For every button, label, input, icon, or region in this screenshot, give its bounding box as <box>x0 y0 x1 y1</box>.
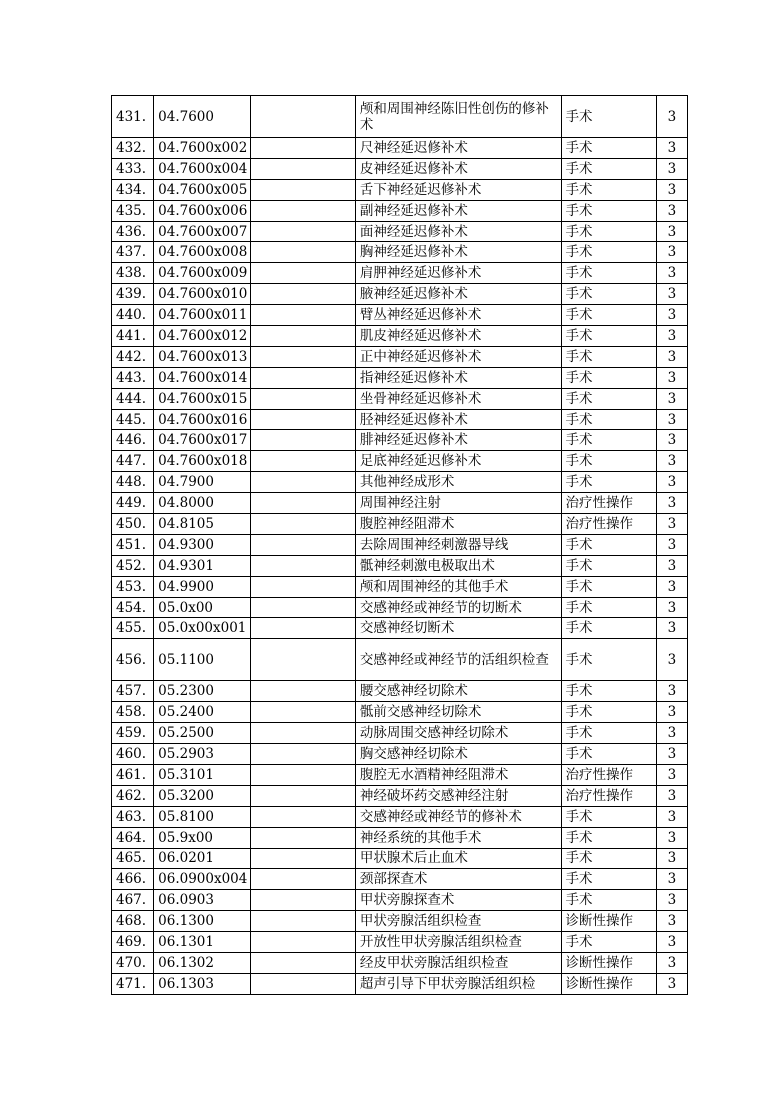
procedure-name-cell: 其他神经成形术 <box>355 472 561 493</box>
procedure-grade-cell: 3 <box>656 744 687 765</box>
procedure-grade-cell: 3 <box>656 221 687 242</box>
procedure-type-cell: 诊断性操作 <box>561 911 656 932</box>
procedure-name-cell: 经皮甲状旁腺活组织检查 <box>355 952 561 973</box>
extension-code-cell <box>251 869 355 890</box>
row-number-cell: 444. <box>112 388 154 409</box>
extension-code-cell <box>251 702 355 723</box>
procedure-name-cell: 开放性甲状旁腺活组织检查 <box>355 932 561 953</box>
table-row <box>112 263 688 284</box>
table-row <box>112 326 688 347</box>
procedure-code-cell: 04.7600x006 <box>154 200 251 221</box>
procedure-grade-cell: 3 <box>656 618 687 639</box>
extension-code-cell <box>251 263 355 284</box>
procedure-grade-cell: 3 <box>656 827 687 848</box>
procedure-name-cell: 指神经延迟修补术 <box>355 367 561 388</box>
procedure-type-cell: 手术 <box>561 284 656 305</box>
procedure-type-cell: 手术 <box>561 576 656 597</box>
procedure-name-cell: 颈部探查术 <box>355 869 561 890</box>
extension-code-cell <box>251 451 355 472</box>
extension-code-cell <box>251 514 355 535</box>
procedure-name-cell: 坐骨神经延迟修补术 <box>355 388 561 409</box>
extension-code-cell <box>251 472 355 493</box>
procedure-type-cell: 诊断性操作 <box>561 952 656 973</box>
procedure-code-cell: 04.7600 <box>154 96 251 138</box>
procedure-name-cell: 交感神经或神经节的修补术 <box>355 806 561 827</box>
procedure-name-cell: 颅和周围神经的其他手术 <box>355 576 561 597</box>
table-row <box>112 158 688 179</box>
procedure-code-cell: 04.7600x014 <box>154 367 251 388</box>
procedure-code-cell: 04.9301 <box>154 555 251 576</box>
procedure-name-cell: 副神经延迟修补术 <box>355 200 561 221</box>
procedure-type-cell: 手术 <box>561 869 656 890</box>
table-row <box>112 221 688 242</box>
extension-code-cell <box>251 806 355 827</box>
table-row <box>112 430 688 451</box>
row-number-cell: 457. <box>112 681 154 702</box>
procedure-grade-cell: 3 <box>656 242 687 263</box>
procedure-name-cell: 腋神经延迟修补术 <box>355 284 561 305</box>
table-row <box>112 367 688 388</box>
procedure-type-cell: 手术 <box>561 430 656 451</box>
procedure-name-cell: 骶神经刺激电极取出术 <box>355 555 561 576</box>
procedure-code-cell: 06.1300 <box>154 911 251 932</box>
procedure-code-cell: 04.7600x008 <box>154 242 251 263</box>
procedure-type-cell: 手术 <box>561 158 656 179</box>
procedure-type-cell: 治疗性操作 <box>561 493 656 514</box>
row-number-cell: 450. <box>112 514 154 535</box>
procedure-type-cell: 手术 <box>561 639 656 681</box>
procedure-code-cell: 05.0x00 <box>154 597 251 618</box>
table-row <box>112 597 688 618</box>
procedure-grade-cell: 3 <box>656 576 687 597</box>
row-number-cell: 441. <box>112 326 154 347</box>
procedure-code-cell: 04.9900 <box>154 576 251 597</box>
table-row <box>112 702 688 723</box>
extension-code-cell <box>251 639 355 681</box>
procedure-grade-cell: 3 <box>656 555 687 576</box>
row-number-cell: 434. <box>112 179 154 200</box>
procedure-type-cell: 治疗性操作 <box>561 514 656 535</box>
procedure-grade-cell: 3 <box>656 367 687 388</box>
row-number-cell: 458. <box>112 702 154 723</box>
table-row <box>112 723 688 744</box>
procedure-type-cell: 手术 <box>561 890 656 911</box>
table-row <box>112 911 688 932</box>
procedure-code-cell: 06.0201 <box>154 848 251 869</box>
procedure-grade-cell: 3 <box>656 472 687 493</box>
row-number-cell: 462. <box>112 785 154 806</box>
table-row <box>112 305 688 326</box>
procedure-type-cell: 手术 <box>561 200 656 221</box>
table-row <box>112 744 688 765</box>
procedure-grade-cell: 3 <box>656 911 687 932</box>
row-number-cell: 438. <box>112 263 154 284</box>
procedure-type-cell: 手术 <box>561 326 656 347</box>
procedure-type-cell: 手术 <box>561 388 656 409</box>
procedure-name-cell: 动脉周围交感神经切除术 <box>355 723 561 744</box>
procedure-type-cell: 手术 <box>561 263 656 284</box>
extension-code-cell <box>251 785 355 806</box>
procedure-grade-cell: 3 <box>656 973 687 994</box>
procedure-type-cell: 手术 <box>561 848 656 869</box>
procedure-name-cell: 骶前交感神经切除术 <box>355 702 561 723</box>
extension-code-cell <box>251 326 355 347</box>
procedure-name-cell: 甲状腺术后止血术 <box>355 848 561 869</box>
procedure-name-cell: 颅和周围神经陈旧性创伤的修补术 <box>355 96 561 138</box>
procedure-name-cell: 尺神经延迟修补术 <box>355 138 561 159</box>
extension-code-cell <box>251 932 355 953</box>
procedure-type-cell: 手术 <box>561 96 656 138</box>
procedure-name-cell: 皮神经延迟修补术 <box>355 158 561 179</box>
table-row <box>112 138 688 159</box>
procedure-code-cell: 04.7900 <box>154 472 251 493</box>
procedure-name-cell: 腹腔无水酒精神经阻滞术 <box>355 764 561 785</box>
procedure-name-cell: 甲状旁腺探查术 <box>355 890 561 911</box>
extension-code-cell <box>251 179 355 200</box>
extension-code-cell <box>251 138 355 159</box>
procedure-type-cell: 手术 <box>561 242 656 263</box>
row-number-cell: 442. <box>112 346 154 367</box>
extension-code-cell <box>251 409 355 430</box>
procedure-grade-cell: 3 <box>656 158 687 179</box>
row-number-cell: 467. <box>112 890 154 911</box>
procedure-grade-cell: 3 <box>656 952 687 973</box>
row-number-cell: 463. <box>112 806 154 827</box>
row-number-cell: 433. <box>112 158 154 179</box>
procedure-code-cell: 04.7600x015 <box>154 388 251 409</box>
row-number-cell: 439. <box>112 284 154 305</box>
extension-code-cell <box>251 388 355 409</box>
procedure-code-cell: 04.7600x002 <box>154 138 251 159</box>
procedure-type-cell: 手术 <box>561 597 656 618</box>
extension-code-cell <box>251 597 355 618</box>
procedure-code-cell: 04.9300 <box>154 534 251 555</box>
procedure-code-cell: 06.1302 <box>154 952 251 973</box>
procedure-code-cell: 05.3101 <box>154 764 251 785</box>
procedure-name-cell: 交感神经切断术 <box>355 618 561 639</box>
table-row <box>112 200 688 221</box>
procedure-name-cell: 臂丛神经延迟修补术 <box>355 305 561 326</box>
procedure-grade-cell: 3 <box>656 493 687 514</box>
extension-code-cell <box>251 430 355 451</box>
procedure-code-cell: 04.7600x010 <box>154 284 251 305</box>
procedure-code-cell: 04.8105 <box>154 514 251 535</box>
procedure-grade-cell: 3 <box>656 138 687 159</box>
row-number-cell: 452. <box>112 555 154 576</box>
extension-code-cell <box>251 764 355 785</box>
procedure-code-cell: 06.1303 <box>154 973 251 994</box>
row-number-cell: 454. <box>112 597 154 618</box>
procedure-name-cell: 腓神经延迟修补术 <box>355 430 561 451</box>
procedure-name-cell: 面神经延迟修补术 <box>355 221 561 242</box>
procedure-type-cell: 手术 <box>561 744 656 765</box>
table-row <box>112 806 688 827</box>
procedure-name-cell: 足底神经延迟修补术 <box>355 451 561 472</box>
table-row <box>112 932 688 953</box>
table-row <box>112 555 688 576</box>
procedure-type-cell: 手术 <box>561 806 656 827</box>
procedure-code-cell: 05.2500 <box>154 723 251 744</box>
procedure-type-cell: 手术 <box>561 138 656 159</box>
procedure-name-cell: 胸神经延迟修补术 <box>355 242 561 263</box>
procedure-type-cell: 手术 <box>561 472 656 493</box>
table-row <box>112 973 688 994</box>
procedure-grade-cell: 3 <box>656 388 687 409</box>
procedure-code-cell: 04.7600x011 <box>154 305 251 326</box>
procedure-code-cell: 06.0903 <box>154 890 251 911</box>
procedure-grade-cell: 3 <box>656 639 687 681</box>
procedure-type-cell: 治疗性操作 <box>561 764 656 785</box>
row-number-cell: 437. <box>112 242 154 263</box>
procedure-grade-cell: 3 <box>656 764 687 785</box>
procedure-name-cell: 周围神经注射 <box>355 493 561 514</box>
procedure-code-cell: 04.7600x013 <box>154 346 251 367</box>
procedure-name-cell: 胫神经延迟修补术 <box>355 409 561 430</box>
table-row <box>112 451 688 472</box>
table-row <box>112 534 688 555</box>
procedure-code-cell: 04.7600x018 <box>154 451 251 472</box>
extension-code-cell <box>251 242 355 263</box>
row-number-cell: 468. <box>112 911 154 932</box>
table-row <box>112 179 688 200</box>
procedure-grade-cell: 3 <box>656 346 687 367</box>
procedure-name-cell: 神经破坏药交感神经注射 <box>355 785 561 806</box>
extension-code-cell <box>251 96 355 138</box>
table-row <box>112 409 688 430</box>
procedure-grade-cell: 3 <box>656 890 687 911</box>
table-row <box>112 764 688 785</box>
row-number-cell: 465. <box>112 848 154 869</box>
procedure-code-cell: 05.2300 <box>154 681 251 702</box>
procedure-type-cell: 手术 <box>561 932 656 953</box>
procedure-name-cell: 肩胛神经延迟修补术 <box>355 263 561 284</box>
table-row <box>112 827 688 848</box>
row-number-cell: 443. <box>112 367 154 388</box>
procedure-code-cell: 04.7600x009 <box>154 263 251 284</box>
procedure-code-cell: 04.7600x005 <box>154 179 251 200</box>
procedure-grade-cell: 3 <box>656 200 687 221</box>
table-row <box>112 472 688 493</box>
procedure-type-cell: 手术 <box>561 618 656 639</box>
procedure-grade-cell: 3 <box>656 869 687 890</box>
procedure-grade-cell: 3 <box>656 263 687 284</box>
extension-code-cell <box>251 305 355 326</box>
procedure-code-cell: 05.8100 <box>154 806 251 827</box>
procedure-type-cell: 手术 <box>561 305 656 326</box>
procedure-grade-cell: 3 <box>656 179 687 200</box>
row-number-cell: 471. <box>112 973 154 994</box>
procedure-code-cell: 04.7600x016 <box>154 409 251 430</box>
procedure-code-cell: 04.7600x004 <box>154 158 251 179</box>
table-row <box>112 514 688 535</box>
extension-code-cell <box>251 493 355 514</box>
procedure-grade-cell: 3 <box>656 409 687 430</box>
procedure-type-cell: 手术 <box>561 827 656 848</box>
procedure-type-cell: 手术 <box>561 723 656 744</box>
row-number-cell: 447. <box>112 451 154 472</box>
procedure-type-cell: 手术 <box>561 702 656 723</box>
table-row <box>112 388 688 409</box>
procedure-code-cell: 06.0900x004 <box>154 869 251 890</box>
extension-code-cell <box>251 534 355 555</box>
procedure-table <box>111 95 688 995</box>
procedure-type-cell: 手术 <box>561 451 656 472</box>
procedure-type-cell: 手术 <box>561 367 656 388</box>
procedure-table-body <box>112 96 688 995</box>
procedure-name-cell: 交感神经或神经节的活组织检查 <box>355 639 561 681</box>
extension-code-cell <box>251 827 355 848</box>
procedure-code-cell: 04.7600x012 <box>154 326 251 347</box>
procedure-grade-cell: 3 <box>656 430 687 451</box>
procedure-code-cell: 05.2903 <box>154 744 251 765</box>
procedure-grade-cell: 3 <box>656 702 687 723</box>
table-row <box>112 346 688 367</box>
row-number-cell: 448. <box>112 472 154 493</box>
procedure-code-cell: 05.0x00x001 <box>154 618 251 639</box>
procedure-type-cell: 手术 <box>561 534 656 555</box>
row-number-cell: 464. <box>112 827 154 848</box>
procedure-grade-cell: 3 <box>656 514 687 535</box>
extension-code-cell <box>251 723 355 744</box>
table-row <box>112 890 688 911</box>
extension-code-cell <box>251 367 355 388</box>
procedure-name-cell: 肌皮神经延迟修补术 <box>355 326 561 347</box>
procedure-code-cell: 04.7600x007 <box>154 221 251 242</box>
procedure-grade-cell: 3 <box>656 326 687 347</box>
procedure-name-cell: 正中神经延迟修补术 <box>355 346 561 367</box>
row-number-cell: 435. <box>112 200 154 221</box>
procedure-type-cell: 手术 <box>561 346 656 367</box>
procedure-grade-cell: 3 <box>656 681 687 702</box>
procedure-code-cell: 04.8000 <box>154 493 251 514</box>
extension-code-cell <box>251 555 355 576</box>
row-number-cell: 451. <box>112 534 154 555</box>
row-number-cell: 440. <box>112 305 154 326</box>
extension-code-cell <box>251 681 355 702</box>
procedure-code-cell: 05.3200 <box>154 785 251 806</box>
procedure-grade-cell: 3 <box>656 806 687 827</box>
row-number-cell: 436. <box>112 221 154 242</box>
procedure-code-cell: 04.7600x017 <box>154 430 251 451</box>
extension-code-cell <box>251 346 355 367</box>
procedure-name-cell: 甲状旁腺活组织检查 <box>355 911 561 932</box>
row-number-cell: 470. <box>112 952 154 973</box>
procedure-name-cell: 去除周围神经刺激器导线 <box>355 534 561 555</box>
procedure-type-cell: 诊断性操作 <box>561 973 656 994</box>
extension-code-cell <box>251 911 355 932</box>
procedure-grade-cell: 3 <box>656 785 687 806</box>
procedure-type-cell: 手术 <box>561 555 656 576</box>
extension-code-cell <box>251 848 355 869</box>
table-row <box>112 618 688 639</box>
extension-code-cell <box>251 890 355 911</box>
row-number-cell: 446. <box>112 430 154 451</box>
procedure-name-cell: 交感神经或神经节的切断术 <box>355 597 561 618</box>
table-row <box>112 576 688 597</box>
table-row <box>112 96 688 138</box>
row-number-cell: 453. <box>112 576 154 597</box>
procedure-grade-cell: 3 <box>656 284 687 305</box>
extension-code-cell <box>251 284 355 305</box>
row-number-cell: 461. <box>112 764 154 785</box>
row-number-cell: 449. <box>112 493 154 514</box>
procedure-type-cell: 手术 <box>561 179 656 200</box>
procedure-code-cell: 05.2400 <box>154 702 251 723</box>
table-row <box>112 869 688 890</box>
extension-code-cell <box>251 158 355 179</box>
procedure-grade-cell: 3 <box>656 534 687 555</box>
procedure-code-cell: 05.1100 <box>154 639 251 681</box>
extension-code-cell <box>251 973 355 994</box>
row-number-cell: 459. <box>112 723 154 744</box>
extension-code-cell <box>251 744 355 765</box>
table-row <box>112 952 688 973</box>
extension-code-cell <box>251 200 355 221</box>
extension-code-cell <box>251 576 355 597</box>
row-number-cell: 466. <box>112 869 154 890</box>
extension-code-cell <box>251 618 355 639</box>
procedure-name-cell: 舌下神经延迟修补术 <box>355 179 561 200</box>
procedure-type-cell: 手术 <box>561 681 656 702</box>
procedure-grade-cell: 3 <box>656 597 687 618</box>
procedure-grade-cell: 3 <box>656 848 687 869</box>
procedure-name-cell: 腰交感神经切除术 <box>355 681 561 702</box>
procedure-code-cell: 06.1301 <box>154 932 251 953</box>
table-row <box>112 284 688 305</box>
procedure-grade-cell: 3 <box>656 96 687 138</box>
procedure-type-cell: 手术 <box>561 409 656 430</box>
procedure-grade-cell: 3 <box>656 451 687 472</box>
row-number-cell: 456. <box>112 639 154 681</box>
extension-code-cell <box>251 221 355 242</box>
procedure-type-cell: 手术 <box>561 221 656 242</box>
table-row <box>112 848 688 869</box>
procedure-name-cell: 腹腔神经阻滞术 <box>355 514 561 535</box>
row-number-cell: 431. <box>112 96 154 138</box>
row-number-cell: 432. <box>112 138 154 159</box>
row-number-cell: 455. <box>112 618 154 639</box>
procedure-grade-cell: 3 <box>656 305 687 326</box>
procedure-name-cell: 超声引导下甲状旁腺活组织检 <box>355 973 561 994</box>
extension-code-cell <box>251 952 355 973</box>
table-row <box>112 681 688 702</box>
procedure-grade-cell: 3 <box>656 723 687 744</box>
table-row <box>112 242 688 263</box>
procedure-name-cell: 神经系统的其他手术 <box>355 827 561 848</box>
table-row <box>112 639 688 681</box>
procedure-type-cell: 治疗性操作 <box>561 785 656 806</box>
row-number-cell: 445. <box>112 409 154 430</box>
procedure-code-cell: 05.9x00 <box>154 827 251 848</box>
procedure-grade-cell: 3 <box>656 932 687 953</box>
table-row <box>112 785 688 806</box>
row-number-cell: 460. <box>112 744 154 765</box>
row-number-cell: 469. <box>112 932 154 953</box>
table-row <box>112 493 688 514</box>
procedure-name-cell: 胸交感神经切除术 <box>355 744 561 765</box>
